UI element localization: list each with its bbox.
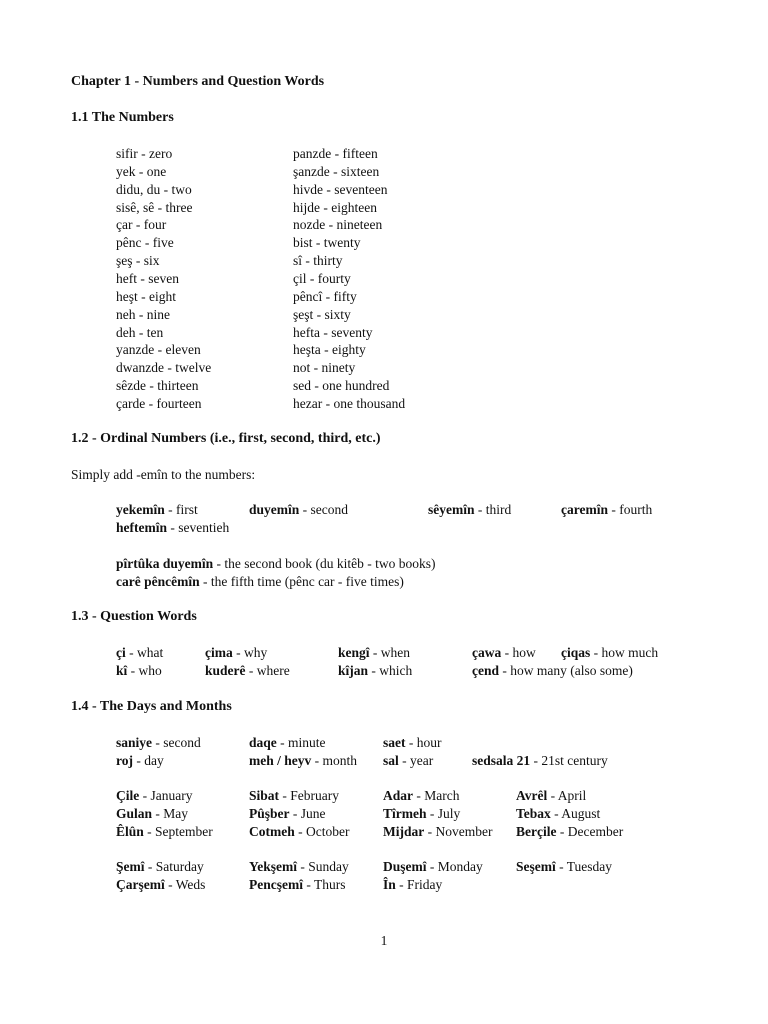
number-entry: sêzde - thirteen [116, 378, 199, 394]
gloss: - seventieh [167, 520, 230, 535]
gloss: - day [133, 753, 164, 768]
gloss: - March [413, 788, 460, 803]
number-entry: çar - four [116, 217, 167, 233]
time-unit [383, 752, 433, 770]
number-entry: hijde - eighteen [293, 199, 377, 215]
term: Adar [383, 788, 413, 803]
term: saniye [116, 735, 153, 750]
term: Çarşemî [116, 877, 165, 892]
ordinal-entry [249, 501, 348, 519]
gloss: - second [299, 502, 348, 517]
term: kî [116, 663, 128, 678]
number-entry: sisê, sê - three [116, 199, 193, 215]
term: kîjan [338, 663, 369, 678]
number-entry: yanzde - eleven [116, 342, 201, 358]
term: çend [472, 663, 499, 678]
number-entry: neh - nine [116, 306, 170, 322]
number-entry: hezar - one thousand [293, 395, 406, 411]
ordinal-example [116, 573, 404, 591]
gloss: - September [143, 824, 213, 839]
gloss: - January [139, 788, 193, 803]
gloss: - second [152, 735, 201, 750]
number-entry: sed - one hundred [293, 378, 390, 394]
month-entry [249, 805, 326, 823]
term: roj [116, 753, 133, 768]
page-number: 1 [380, 933, 388, 948]
gloss: - November [424, 824, 493, 839]
section-heading-questions: 1.3 - Question Words [71, 609, 197, 624]
section-heading-ordinals: 1.2 - Ordinal Numbers (i.e., first, second, third, etc.) [71, 431, 381, 446]
number-entry: yek - one [116, 163, 167, 179]
term: pîrtûka duyemîn [116, 556, 214, 571]
gloss: - Weds [164, 877, 206, 892]
time-unit [472, 752, 608, 770]
gloss: - first [164, 502, 198, 517]
gloss: - why [232, 645, 268, 660]
term: Tebax [516, 806, 551, 821]
number-entry: pêncî - fifty [293, 288, 357, 304]
number-entry: sî - thirty [293, 253, 343, 269]
gloss: - minute [276, 735, 326, 750]
number-entry: sifir - zero [116, 146, 173, 161]
term: sedsala 21 [472, 753, 531, 768]
term: Mijdar [383, 824, 425, 839]
time-unit [116, 734, 201, 752]
ordinal-entry [116, 519, 229, 537]
term: kengî [338, 645, 370, 660]
chapter-title: Chapter 1 - Numbers and Question Words [71, 74, 325, 89]
gloss: - how many (also some) [499, 663, 633, 678]
day-entry [249, 876, 345, 894]
gloss: - the fifth time (pênc car - five times) [199, 574, 404, 589]
gloss: - October [294, 824, 350, 839]
gloss: - December [556, 824, 624, 839]
number-entry: deh - ten [116, 324, 164, 340]
time-unit [116, 752, 164, 770]
day-entry [383, 858, 483, 876]
term: çawa [472, 645, 502, 660]
term: meh / heyv [249, 753, 312, 768]
gloss: - 21st century [530, 753, 608, 768]
ordinals-intro: Simply add -emîn to the numbers: [71, 467, 256, 482]
section-heading-numbers: 1.1 The Numbers [71, 110, 174, 125]
gloss: - May [152, 806, 189, 821]
term: heftemîn [116, 520, 167, 535]
question-word [205, 662, 290, 680]
term: sal [383, 753, 399, 768]
term: çi [116, 645, 126, 660]
number-entry: hefta - seventy [293, 324, 373, 340]
gloss: - where [245, 663, 290, 678]
number-entry: not - ninety [293, 360, 356, 376]
term: Çile [116, 788, 140, 803]
term: Pûşber [249, 806, 290, 821]
question-word [561, 644, 658, 662]
month-entry [116, 823, 213, 841]
month-entry [249, 787, 339, 805]
time-unit [249, 734, 326, 752]
gloss: - which [368, 663, 413, 678]
term: Berçile [516, 824, 557, 839]
gloss: - Friday [395, 877, 443, 892]
question-word [116, 662, 162, 680]
term: çiqas [561, 645, 591, 660]
gloss: - who [127, 663, 162, 678]
term: saet [383, 735, 406, 750]
question-word [472, 644, 536, 662]
term: Cotmeh [249, 824, 295, 839]
month-entry [383, 823, 492, 841]
gloss: - Tuesday [555, 859, 613, 874]
number-entry: çarde - fourteen [116, 395, 202, 411]
term: sêyemîn [428, 502, 475, 517]
month-entry [383, 805, 460, 823]
gloss: - July [426, 806, 461, 821]
month-entry [516, 823, 623, 841]
gloss: - Monday [426, 859, 483, 874]
number-entry: heşta - eighty [293, 342, 366, 358]
section-heading-days-months: 1.4 - The Days and Months [71, 699, 232, 714]
number-entry: panzde - fifteen [293, 146, 378, 161]
ordinal-example [116, 555, 436, 573]
gloss: - how [501, 645, 536, 660]
gloss: - February [279, 788, 339, 803]
gloss: - fourth [608, 502, 653, 517]
term: Şemî [116, 859, 145, 874]
term: În [383, 877, 396, 892]
ordinal-entry [116, 501, 198, 519]
month-entry [516, 805, 600, 823]
gloss: - August [550, 806, 601, 821]
number-entry: heft - seven [116, 270, 179, 286]
term: Tîrmeh [383, 806, 427, 821]
time-unit [383, 734, 442, 752]
question-word [338, 662, 412, 680]
number-entry: şeş - six [116, 253, 160, 269]
term: Êlûn [116, 824, 144, 839]
term: çaremîn [561, 502, 608, 517]
question-word [205, 644, 267, 662]
number-entry: heşt - eight [116, 288, 176, 304]
gloss: - June [289, 806, 326, 821]
term: kuderê [205, 663, 246, 678]
gloss: - April [547, 788, 587, 803]
day-entry [116, 876, 205, 894]
term: Avrêl [516, 788, 548, 803]
question-word [472, 662, 633, 680]
gloss: - what [125, 645, 164, 660]
term: carê pêncêmîn [116, 574, 200, 589]
gloss: - Sunday [297, 859, 349, 874]
month-entry [116, 787, 192, 805]
month-entry [383, 787, 459, 805]
term: Seşemî [516, 859, 556, 874]
gloss: - when [369, 645, 411, 660]
term: Duşemî [383, 859, 427, 874]
term: Pencşemî [249, 877, 303, 892]
number-entry: bist - twenty [293, 235, 361, 251]
term: çima [205, 645, 233, 660]
number-entry: pênc - five [116, 235, 174, 251]
day-entry [516, 858, 612, 876]
month-entry [249, 823, 349, 841]
gloss: - the second book (du kitêb - two books) [213, 556, 436, 571]
day-entry [383, 876, 442, 894]
day-entry [249, 858, 349, 876]
question-word [116, 644, 163, 662]
number-entry: şeşt - sixty [293, 306, 351, 322]
gloss: - hour [405, 735, 442, 750]
term: yekemîn [116, 502, 165, 517]
ordinal-entry [561, 501, 652, 519]
term: Yekşemî [249, 859, 297, 874]
time-unit [249, 752, 357, 770]
number-entry: çil - fourty [293, 270, 351, 286]
number-entry: nozde - nineteen [293, 217, 383, 233]
question-word [338, 644, 410, 662]
term: Sibat [249, 788, 280, 803]
gloss: - year [398, 753, 434, 768]
number-entry: şanzde - sixteen [293, 163, 380, 179]
term: daqe [249, 735, 277, 750]
term: duyemîn [249, 502, 300, 517]
number-entry: didu, du - two [116, 181, 192, 197]
month-entry [516, 787, 586, 805]
gloss: - Saturday [144, 859, 204, 874]
day-entry [116, 858, 204, 876]
gloss: - month [311, 753, 357, 768]
term: Gulan [116, 806, 153, 821]
gloss: - Thurs [302, 877, 346, 892]
month-entry [116, 805, 188, 823]
number-entry: hivde - seventeen [293, 181, 388, 197]
ordinal-entry [428, 501, 511, 519]
gloss: - third [474, 502, 512, 517]
gloss: - how much [590, 645, 659, 660]
number-entry: dwanzde - twelve [116, 360, 212, 376]
